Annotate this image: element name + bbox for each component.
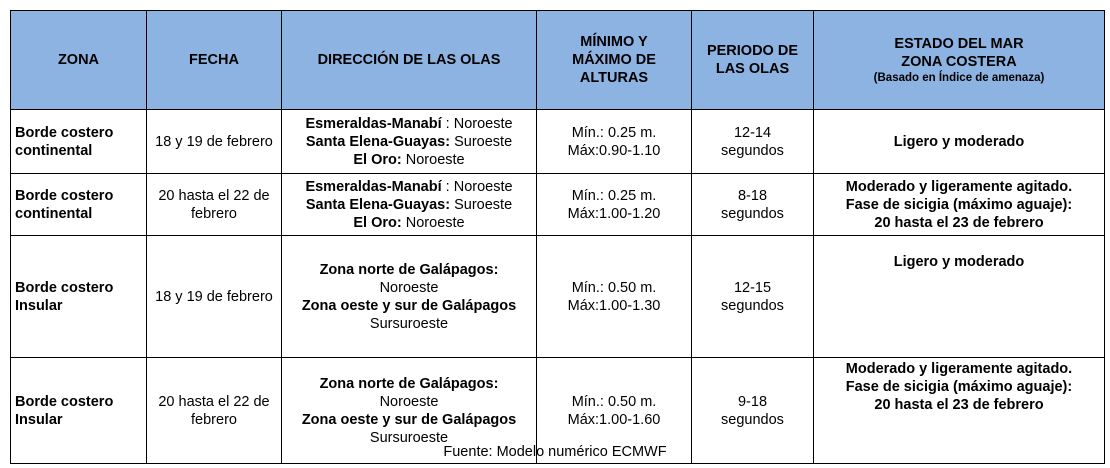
direccion-label: Zona norte de Galápagos: <box>319 375 499 392</box>
direccion-line-1 <box>286 115 532 133</box>
periodo-unit: segundos <box>721 142 784 159</box>
fecha-line-2: febrero <box>191 205 237 222</box>
direccion-value: Suroeste <box>450 133 513 150</box>
direccion-line-2 <box>286 133 532 151</box>
zona-line-1: Borde costero <box>15 124 114 141</box>
cell-zona <box>11 236 147 358</box>
direccion-line-2 <box>286 196 532 214</box>
cell-estado <box>814 174 1105 236</box>
periodo-unit: segundos <box>721 205 784 222</box>
direccion-label: Esmeraldas-Manabí <box>305 178 442 195</box>
header-alturas-line-1: MÍNIMO Y <box>580 34 648 50</box>
periodo-value: 9-18 <box>737 393 768 410</box>
alturas-max: Máx:0.90-1.10 <box>567 142 661 159</box>
zona-line-1: Borde costero <box>15 187 114 204</box>
direccion-label: El Oro: <box>353 214 402 231</box>
direccion-label: El Oro: <box>353 151 402 168</box>
estado-line-2: Fase de sicigia (máximo aguaje): <box>845 196 1073 213</box>
header-estado-line-1: ESTADO DEL MAR <box>894 35 1024 52</box>
alturas-max: Máx:1.00-1.60 <box>567 411 661 428</box>
alturas-max: Máx:1.00-1.30 <box>567 297 661 314</box>
cell-zona <box>11 174 147 236</box>
estado-line-1: Moderado y ligeramente agitado. <box>845 361 1073 377</box>
periodo-unit: segundos <box>721 297 784 314</box>
alturas-min: Mín.: 0.25 m. <box>571 124 657 141</box>
cell-zona <box>11 110 147 174</box>
zona-line-2: continental <box>15 205 93 222</box>
alturas-min: Mín.: 0.25 m. <box>571 187 657 204</box>
table-row <box>11 236 1105 358</box>
header-alturas-line-2: MÁXIMO DE <box>572 52 656 68</box>
cell-estado <box>814 236 1105 358</box>
estado-line-3: 20 hasta el 23 de febrero <box>874 397 1044 413</box>
cell-fecha <box>147 110 282 174</box>
source-caption: Fuente: Modelo numérico ECMWF <box>443 444 667 460</box>
alturas-max: Máx:1.00-1.20 <box>567 205 661 222</box>
alturas-min: Mín.: 0.50 m. <box>571 393 657 410</box>
direccion-line-3 <box>286 151 532 169</box>
direccion-value: Noroeste <box>401 151 465 168</box>
cell-periodo <box>692 110 814 174</box>
cell-estado <box>814 110 1105 174</box>
table-row <box>11 174 1105 236</box>
cell-fecha <box>147 174 282 236</box>
direccion-value: : Noroeste <box>441 115 513 132</box>
periodo-unit: segundos <box>721 411 784 428</box>
wave-forecast-table <box>10 10 1105 464</box>
fecha-line-1: 18 y 19 de febrero <box>155 133 273 150</box>
header-estado <box>814 11 1105 110</box>
cell-alturas <box>537 236 692 358</box>
zona-line-2: Insular <box>15 411 63 428</box>
periodo-value: 12-15 <box>733 279 772 296</box>
cell-fecha <box>147 236 282 358</box>
fecha-line-1: 18 y 19 de febrero <box>155 288 273 305</box>
direccion-value: Noroeste <box>379 279 439 296</box>
header-periodo-line-1: PERIODO DE <box>706 43 799 59</box>
zona-line-2: Insular <box>15 297 63 314</box>
cell-direccion <box>282 174 537 236</box>
cell-periodo <box>692 174 814 236</box>
fecha-line-2: febrero <box>191 411 237 428</box>
alturas-min: Mín.: 0.50 m. <box>571 279 657 296</box>
fecha-line-1: 20 hasta el 22 de <box>158 393 270 410</box>
direccion-value: Noroeste <box>379 393 439 410</box>
header-alturas <box>537 11 692 110</box>
estado-line-1: Ligero y moderado <box>893 254 1025 270</box>
header-estado-line-2: ZONA COSTERA <box>901 53 1017 70</box>
direccion-label: Esmeraldas-Manabí <box>305 115 442 132</box>
header-direccion: DIRECCIÓN DE LAS OLAS <box>282 11 537 110</box>
direccion-label: Zona oeste y sur de Galápagos <box>301 297 517 314</box>
header-alturas-line-3: ALTURAS <box>579 70 649 86</box>
direccion-value: Sursuroeste <box>369 429 449 446</box>
direccion-value: Noroeste <box>401 214 465 231</box>
direccion-value: Suroeste <box>450 196 513 213</box>
cell-direccion <box>282 110 537 174</box>
zona-line-2: continental <box>15 142 93 159</box>
cell-alturas <box>537 110 692 174</box>
direccion-value: : Noroeste <box>441 178 513 195</box>
header-fecha: FECHA <box>147 11 282 110</box>
estado-line-3: 20 hasta el 23 de febrero <box>874 214 1044 231</box>
direccion-label: Santa Elena-Guayas: <box>305 133 451 150</box>
table-row <box>11 110 1105 174</box>
header-estado-note: (Basado en Índice de amenaza) <box>873 71 1045 84</box>
zona-line-1: Borde costero <box>15 279 114 296</box>
direccion-label: Zona oeste y sur de Galápagos <box>301 411 517 428</box>
direccion-label: Zona norte de Galápagos: <box>319 261 499 278</box>
direccion-line-1 <box>286 178 532 196</box>
header-periodo <box>692 11 814 110</box>
direccion-line-3 <box>286 214 532 232</box>
direccion-value: Sursuroeste <box>369 315 449 332</box>
header-zona: ZONA <box>11 11 147 110</box>
zona-line-1: Borde costero <box>15 393 114 410</box>
periodo-value: 8-18 <box>737 187 768 204</box>
cell-direccion <box>282 236 537 358</box>
header-periodo-line-2: LAS OLAS <box>715 61 790 77</box>
periodo-value: 12-14 <box>733 124 772 141</box>
fecha-line-1: 20 hasta el 22 de <box>158 187 270 204</box>
estado-line-2: Fase de sicigia (máximo aguaje): <box>845 379 1073 395</box>
cell-periodo <box>692 236 814 358</box>
header-row <box>11 11 1105 110</box>
direccion-label: Santa Elena-Guayas: <box>305 196 451 213</box>
estado-line-1: Ligero y moderado <box>893 133 1025 150</box>
estado-line-1: Moderado y ligeramente agitado. <box>845 178 1073 195</box>
cell-alturas <box>537 174 692 236</box>
